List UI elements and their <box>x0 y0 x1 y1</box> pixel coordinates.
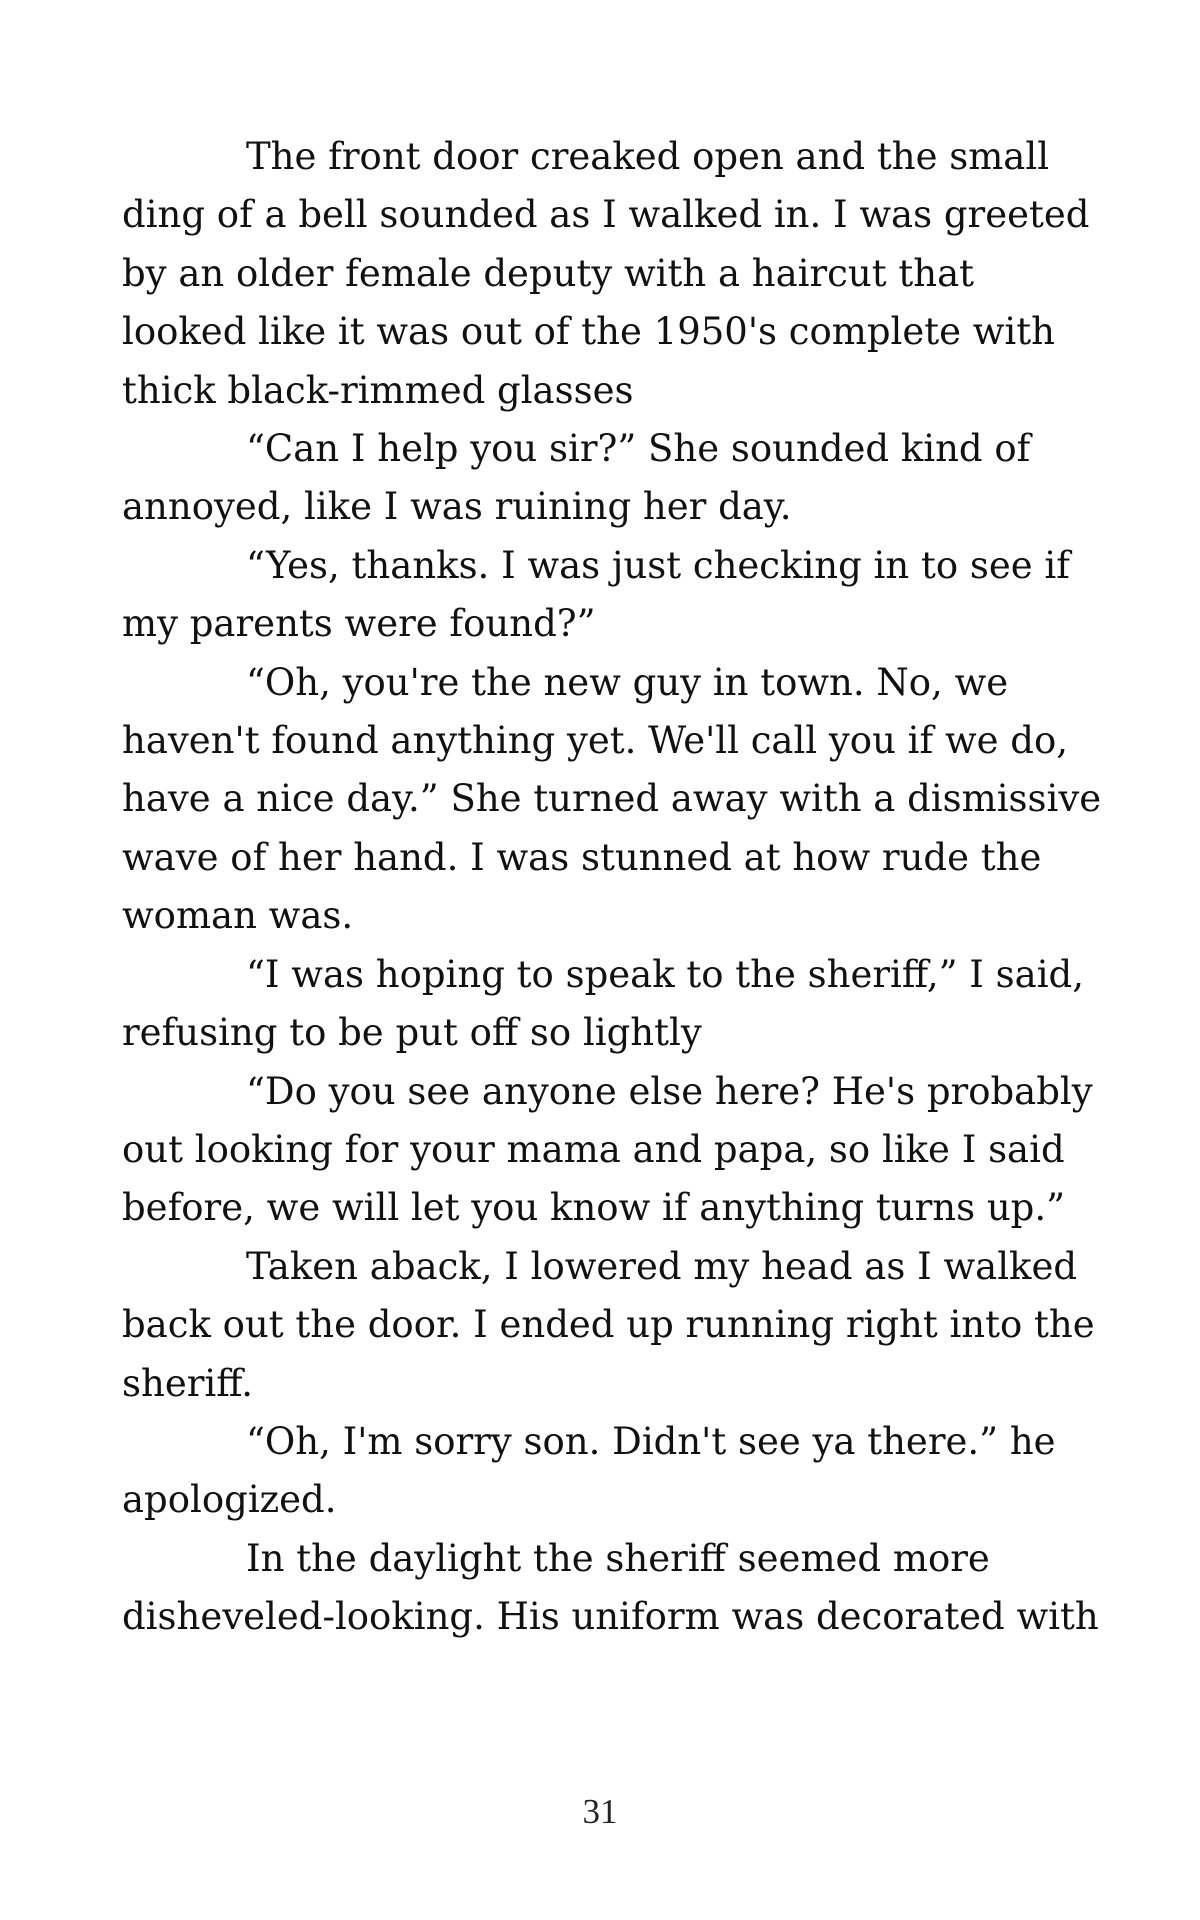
page-number: 31 <box>582 1792 618 1831</box>
paragraph: “Can I help you sir?” She sounded kind of annoyed, like I was ruining her day. <box>122 427 1031 529</box>
paragraph: The front door creaked open and the small ding of a bell sounded as I walked in. I was greeted by an older female deputy with a haircut that looked like it was out of the 1950's complete with thick black-rimmed glasses <box>122 135 1090 412</box>
paragraph: “Yes, thanks. I was just checking in to see if my parents were found?” <box>122 543 1070 646</box>
page-body-text <box>122 128 1102 1647</box>
paragraph: In the daylight the sheriff seemed more disheveled-looking. His uniform was decorated with <box>122 1536 1099 1639</box>
paragraph: Taken aback, I lowered my head as I walked back out the door. I ended up running right into the sheriff. <box>122 1244 1095 1405</box>
paragraph: “Oh, you're the new guy in town. No, we haven't found anything yet. We'll call you if we do, have a nice day.” She turned away with a dismissive wave of her hand. I was stunned at how rude the woman was. <box>122 660 1102 938</box>
paragraph: “I was hoping to speak to the sheriff,” I said, refusing to be put off so lightly <box>122 952 1084 1055</box>
paragraph: “Do you see anyone else here? He's probably out looking for your mama and papa, so like I said before, we will let you know if anything turns up.” <box>122 1069 1093 1230</box>
paragraph: “Oh, I'm sorry son. Didn't see ya there.” he apologized. <box>122 1419 1056 1522</box>
